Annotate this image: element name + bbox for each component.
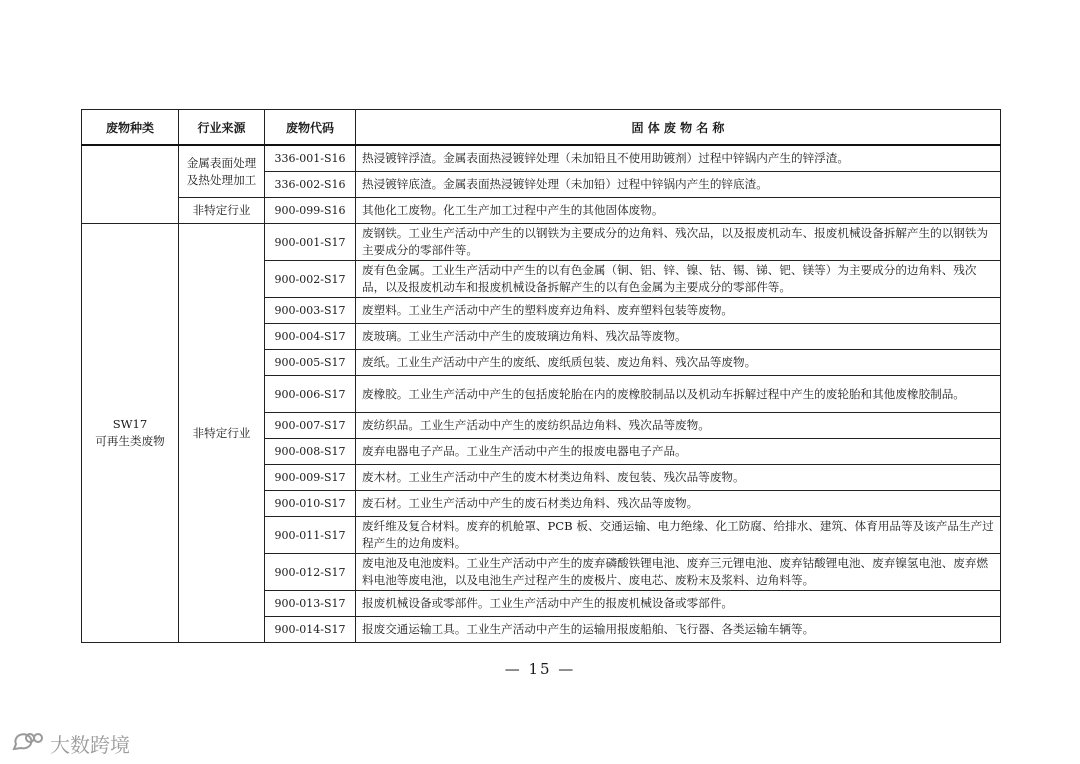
waste-name: 废纤维及复合材料。废弃的机舱罩、PCB 板、交通运输、电力绝缘、化工防腐、给排水、建筑、体育用品等及该产品生产过程产生的边角废料。 xyxy=(356,517,1001,554)
waste-name: 废弃电器电子产品。工业生产活动中产生的报废电器电子产品。 xyxy=(356,439,1001,465)
chat-bubble-logo-icon xyxy=(10,729,44,758)
waste-code: 336-002-S16 xyxy=(265,172,356,198)
source-cell: 非特定行业 xyxy=(179,224,265,643)
waste-code: 900-008-S17 xyxy=(265,439,356,465)
waste-name: 废有色金属。工业生产活动中产生的以有色金属（铜、铝、锌、镍、钴、锡、锑、钯、镁等）为主要成分的边角料、残次品，以及报废机动车和报废机械设备拆解产生的以有色金属为主要成分的零部件等。 xyxy=(356,261,1001,298)
waste-name: 废石材。工业生产活动中产生的废石材类边角料、残次品等废物。 xyxy=(356,491,1001,517)
waste-code: 900-004-S17 xyxy=(265,324,356,350)
waste-name: 废玻璃。工业生产活动中产生的废玻璃边角料、残次品等废物。 xyxy=(356,324,1001,350)
waste-code: 900-011-S17 xyxy=(265,517,356,554)
waste-name: 废钢铁。工业生产活动中产生的以钢铁为主要成分的边角料、残次品，以及报废机动车、报废机械设备拆解产生的以钢铁为主要成分的零部件等。 xyxy=(356,224,1001,261)
category-cell-empty xyxy=(82,145,179,224)
waste-name: 废木材。工业生产活动中产生的废木材类边角料、废包装、残次品等废物。 xyxy=(356,465,1001,491)
waste-code: 900-012-S17 xyxy=(265,554,356,591)
source-cell: 非特定行业 xyxy=(179,198,265,224)
header-waste-code: 废物代码 xyxy=(265,110,356,146)
waste-code: 900-006-S17 xyxy=(265,376,356,413)
waste-code: 336-001-S16 xyxy=(265,145,356,172)
waste-name: 废塑料。工业生产活动中产生的塑料废弃边角料、废弃塑料包装等废物。 xyxy=(356,298,1001,324)
waste-classification-table xyxy=(81,109,1001,643)
waste-name: 废纸。工业生产活动中产生的废纸、废纸质包装、废边角料、残次品等废物。 xyxy=(356,350,1001,376)
header-waste-name: 固 体 废 物 名 称 xyxy=(356,110,1001,146)
header-waste-category: 废物种类 xyxy=(82,110,179,146)
waste-code: 900-014-S17 xyxy=(265,617,356,643)
waste-code: 900-013-S17 xyxy=(265,591,356,617)
waste-code: 900-002-S17 xyxy=(265,261,356,298)
waste-code: 900-009-S17 xyxy=(265,465,356,491)
waste-code: 900-005-S17 xyxy=(265,350,356,376)
header-industry-source: 行业来源 xyxy=(179,110,265,146)
waste-name: 报废机械设备或零部件。工业生产活动中产生的报废机械设备或零部件。 xyxy=(356,591,1001,617)
waste-code: 900-099-S16 xyxy=(265,198,356,224)
waste-name: 废橡胶。工业生产活动中产生的包括废轮胎在内的废橡胶制品以及机动车拆解过程中产生的废轮胎和其他废橡胶制品。 xyxy=(356,376,1001,413)
waste-code: 900-003-S17 xyxy=(265,298,356,324)
waste-name: 热浸镀锌浮渣。金属表面热浸镀锌处理（未加铅且不使用助镀剂）过程中锌锅内产生的锌浮渣。 xyxy=(356,145,1001,172)
category-cell: SW17 可再生类废物 xyxy=(82,224,179,643)
table-row xyxy=(82,145,1001,172)
waste-code: 900-001-S17 xyxy=(265,224,356,261)
waste-name: 废电池及电池废料。工业生产活动中产生的废弃磷酸铁锂电池、废弃三元锂电池、废弃钴酸锂电池、废弃镍氢电池、废弃燃料电池等废电池，以及电池生产过程产生的废极片、废电芯、废粉末及浆料、边角料等。 xyxy=(356,554,1001,591)
waste-name: 废纺织品。工业生产活动中产生的废纺织品边角料、残次品等废物。 xyxy=(356,413,1001,439)
waste-name: 热浸镀锌底渣。金属表面热浸镀锌处理（未加铅）过程中锌锅内产生的锌底渣。 xyxy=(356,172,1001,198)
watermark xyxy=(10,728,130,758)
waste-code: 900-010-S17 xyxy=(265,491,356,517)
table-row xyxy=(82,224,1001,261)
waste-name: 其他化工废物。化工生产加工过程中产生的其他固体废物。 xyxy=(356,198,1001,224)
source-cell: 金属表面处理及热处理加工 xyxy=(179,145,265,198)
table-header-row xyxy=(82,110,1001,146)
watermark-text: 大数跨境 xyxy=(50,732,130,757)
page-number: — 15 — xyxy=(504,660,576,678)
table-row xyxy=(82,198,1001,224)
waste-code: 900-007-S17 xyxy=(265,413,356,439)
waste-name: 报废交通运输工具。工业生产活动中产生的运输用报废船舶、飞行器、各类运输车辆等。 xyxy=(356,617,1001,643)
